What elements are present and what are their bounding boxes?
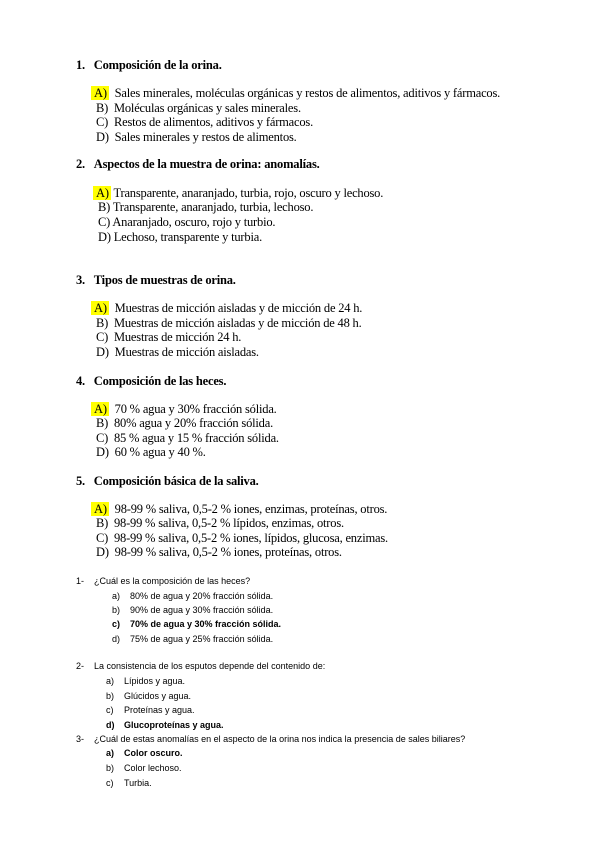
question-title (76, 660, 325, 672)
option-text: Sales minerales y restos de alimentos. (114, 130, 297, 144)
question-number: 1- (76, 576, 85, 586)
answer-option (96, 115, 313, 129)
answer-option (91, 301, 362, 315)
option-text: Lípidos y agua. (124, 676, 186, 686)
option-text: 75% de agua y 25% fracción sólida. (130, 634, 274, 644)
answer-option (96, 416, 273, 430)
option-text: Lechoso, transparente y turbia. (113, 230, 262, 244)
option-label: c) (106, 778, 114, 788)
option-label: c) (112, 619, 121, 629)
question-text: Aspectos de la muestra de orina: anomalías. (93, 157, 320, 171)
option-text: 80% agua y 20% fracción sólida. (113, 416, 273, 430)
answer-option (106, 675, 185, 687)
option-text: Sales minerales, moléculas orgánicas y restos de alimentos, aditivos y fármacos. (114, 86, 501, 100)
option-label: B) (96, 416, 109, 430)
option-label: C) (96, 115, 109, 129)
option-label: A) (93, 186, 111, 200)
option-label: D) (96, 345, 109, 359)
question-title (76, 58, 222, 72)
answer-option (106, 704, 195, 716)
question-text: Composición de la orina. (93, 58, 222, 72)
answer-option (96, 316, 362, 330)
answer-option (96, 431, 279, 445)
option-text: Glúcidos y agua. (124, 691, 192, 701)
answer-option (106, 777, 152, 789)
answer-option (96, 101, 301, 115)
option-label: D) (96, 445, 109, 459)
option-text: Muestras de micción aisladas y de micción de 48 h. (113, 316, 362, 330)
option-label: A) (91, 502, 109, 516)
question-number: 3. (76, 273, 85, 287)
option-label: A) (91, 86, 109, 100)
option-text: Turbia. (124, 778, 152, 788)
answer-option (93, 186, 383, 200)
question-number: 2- (76, 661, 85, 671)
option-text: 60 % agua y 40 %. (114, 445, 206, 459)
option-label: a) (112, 591, 121, 601)
question-title (76, 474, 259, 488)
option-label: b) (106, 691, 115, 701)
answer-option (96, 531, 388, 545)
option-text: 70% de agua y 30% fracción sólida. (130, 619, 282, 629)
option-label: C) (96, 330, 109, 344)
option-label: B) (96, 516, 109, 530)
answer-option (106, 762, 182, 774)
option-text: Transparente, anaranjado, turbia, rojo, oscuro y lechoso. (113, 186, 384, 200)
option-text: 80% de agua y 20% fracción sólida. (130, 591, 274, 601)
answer-option (98, 215, 275, 229)
option-text: Muestras de micción aisladas. (114, 345, 259, 359)
option-label: a) (106, 748, 115, 758)
option-label: D) (98, 230, 111, 244)
option-text: Muestras de micción 24 h. (113, 330, 242, 344)
option-label: D) (96, 545, 109, 559)
answer-option (96, 545, 342, 559)
option-label: d) (112, 634, 121, 644)
question-title (76, 273, 236, 287)
option-label: C) (96, 531, 109, 545)
answer-option (98, 230, 262, 244)
question-title (76, 157, 320, 171)
option-text: Moléculas orgánicas y sales minerales. (113, 101, 301, 115)
answer-option (96, 445, 206, 459)
option-label: B) (98, 200, 111, 214)
question-text: Composición de las heces. (93, 374, 227, 388)
option-label: B) (96, 101, 109, 115)
option-text: 98-99 % saliva, 0,5-2 % iones, proteínas, otros. (114, 545, 342, 559)
option-label: C) (96, 431, 109, 445)
answer-option (106, 719, 224, 731)
answer-option (91, 402, 277, 416)
option-label: C) (98, 215, 111, 229)
answer-option (96, 345, 259, 359)
option-label: A) (91, 301, 109, 315)
answer-option (96, 130, 297, 144)
option-label: a) (106, 676, 115, 686)
option-label: b) (112, 605, 121, 615)
question-text: Tipos de muestras de orina. (93, 273, 236, 287)
answer-option (106, 747, 183, 759)
option-text: 98-99 % saliva, 0,5-2 % iones, enzimas, proteínas, otros. (114, 502, 388, 516)
option-text: 85 % agua y 15 % fracción sólida. (113, 431, 279, 445)
answer-option (112, 618, 281, 630)
answer-option (98, 200, 313, 214)
answer-option (112, 590, 273, 602)
answer-option (112, 604, 273, 616)
option-label: b) (106, 763, 115, 773)
answer-option (96, 516, 344, 530)
question-number: 2. (76, 157, 85, 171)
option-text: Restos de alimentos, aditivos y fármacos. (113, 115, 314, 129)
option-label: A) (91, 402, 109, 416)
option-text: Anaranjado, oscuro, rojo y turbio. (112, 215, 276, 229)
question-number: 4. (76, 374, 85, 388)
option-text: 98-99 % saliva, 0,5-2 % lípidos, enzimas, otros. (113, 516, 344, 530)
question-number: 1. (76, 58, 85, 72)
option-label: B) (96, 316, 109, 330)
option-text: Color oscuro. (124, 748, 183, 758)
option-text: Muestras de micción aisladas y de micción de 24 h. (114, 301, 363, 315)
question-title (76, 733, 465, 745)
option-text: 90% de agua y 30% fracción sólida. (130, 605, 274, 615)
answer-option (96, 330, 241, 344)
option-text: 70 % agua y 30% fracción sólida. (114, 402, 277, 416)
option-text: Glucoproteínas y agua. (124, 720, 224, 730)
option-text: Color lechoso. (124, 763, 182, 773)
question-title (76, 575, 250, 587)
answer-option (112, 633, 273, 645)
option-text: 98-99 % saliva, 0,5-2 % iones, lípidos, glucosa, enzimas. (113, 531, 388, 545)
question-title (76, 374, 226, 388)
question-text: Composición básica de la saliva. (93, 474, 259, 488)
answer-option (106, 690, 191, 702)
option-text: Proteínas y agua. (124, 705, 195, 715)
question-text: ¿Cuál de estas anomalías en el aspecto de la orina nos indica la presencia de sales biliares? (94, 734, 466, 744)
question-number: 3- (76, 734, 85, 744)
option-label: d) (106, 720, 115, 730)
option-label: c) (106, 705, 114, 715)
question-text: La consistencia de los esputos depende del contenido de: (94, 661, 326, 671)
answer-option (91, 502, 387, 516)
question-text: ¿Cuál es la composición de las heces? (94, 576, 251, 586)
option-text: Transparente, anaranjado, turbia, lechoso. (112, 200, 314, 214)
answer-option (91, 86, 500, 100)
question-number: 5. (76, 474, 85, 488)
option-label: D) (96, 130, 109, 144)
